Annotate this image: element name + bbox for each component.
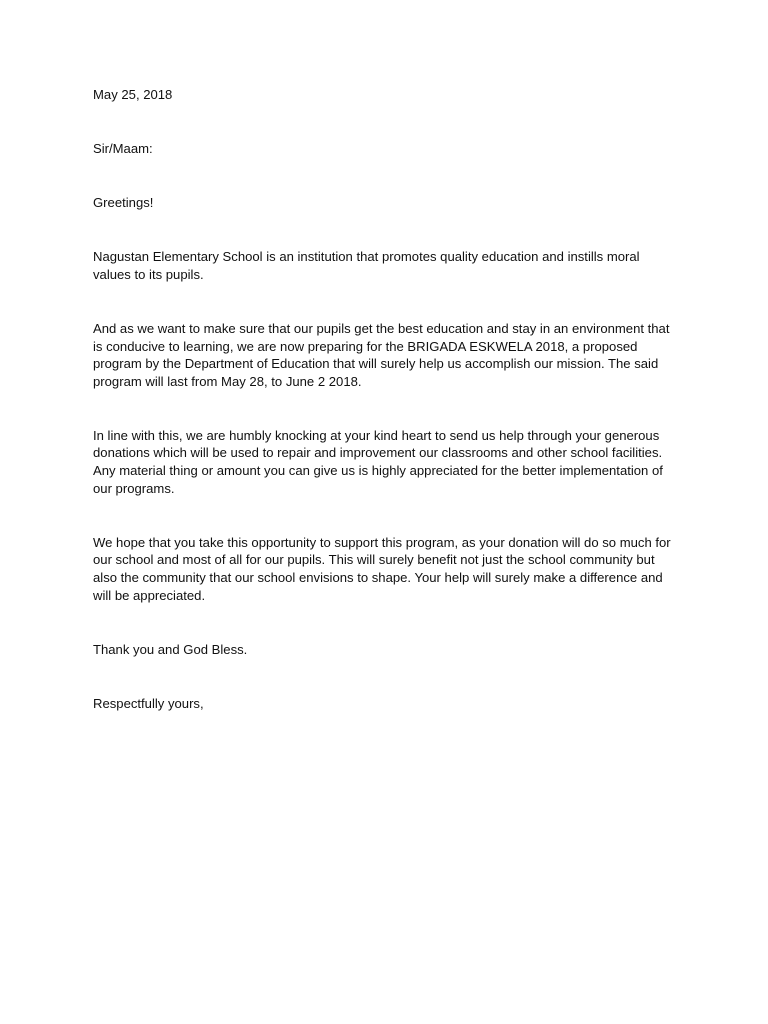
paragraph-introduction: Nagustan Elementary School is an institution that promotes quality education and instills moral values to its pupils. — [93, 249, 640, 282]
paragraph-program: And as we want to make sure that our pupils get the best education and stay in an environment that is conducive to learning, we are now preparing for the BRIGADA ESKWELA 2018, a proposed program by the Department of Education that will surely help us accomplish our mission. The said program will last from May 28, to June 2 2018. — [93, 320, 670, 389]
letter-closing: Respectfully yours, — [93, 695, 204, 711]
letter-salutation: Sir/Maam: — [93, 141, 153, 157]
paragraph-appeal: We hope that you take this opportunity to support this program, as your donation will do so much for our school and most of all for our pupils. This will surely benefit not just the school community but also the community that our school envisions to shape. Your help will surely make a difference and will be appreciated. — [93, 534, 671, 603]
letter-body — [93, 86, 675, 749]
letter-greeting: Greetings! — [93, 195, 154, 211]
paragraph-request: In line with this, we are humbly knocking at your kind heart to send us help through your generous donations which will be used to repair and improvement our classrooms and other school facilities. Any material thing or amount you can give us is highly appreciated for the better implementation of our programs. — [93, 427, 663, 496]
letter-date: May 25, 2018 — [93, 87, 173, 102]
letter-thanks: Thank you and God Bless. — [93, 641, 248, 657]
